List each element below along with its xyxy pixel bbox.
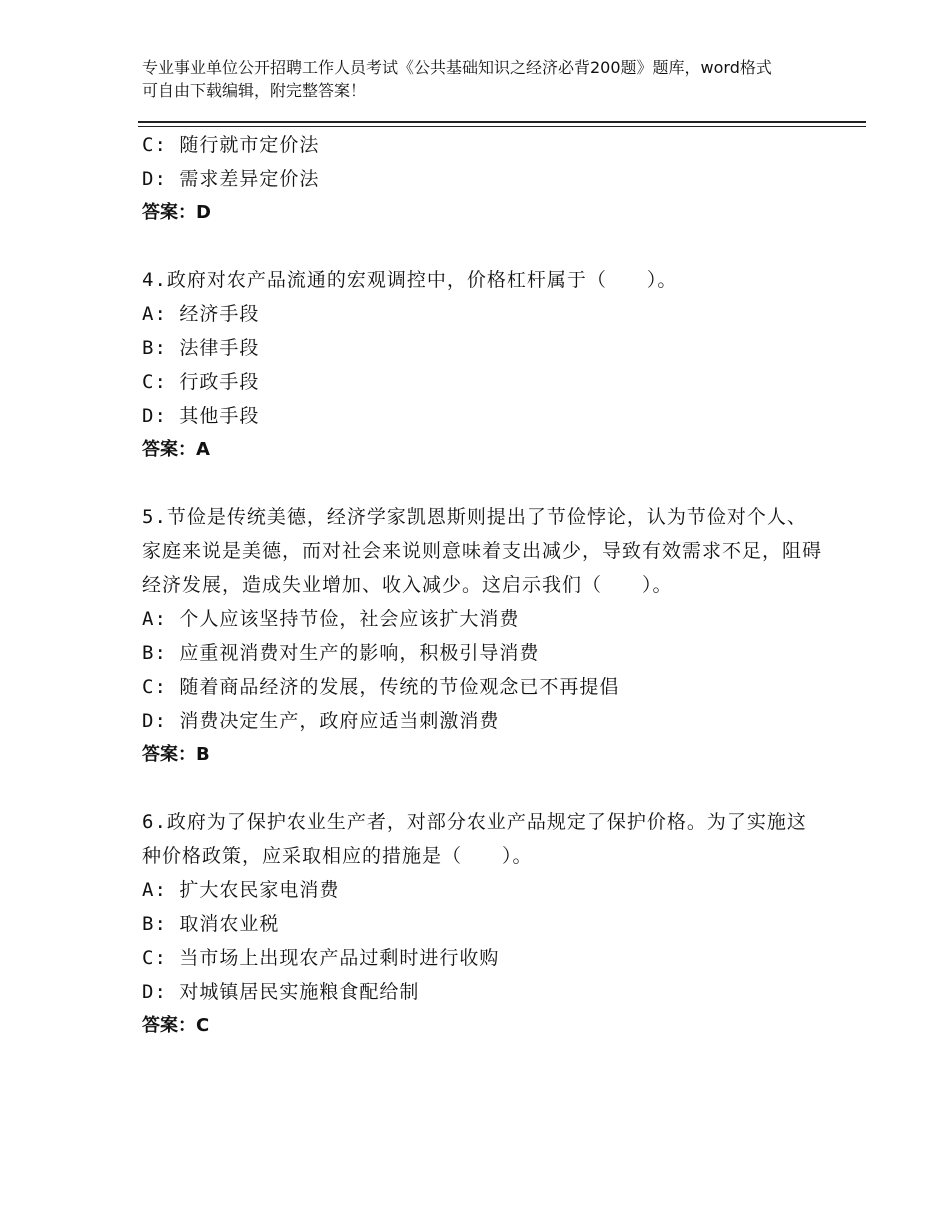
header-rule-thick <box>138 121 866 123</box>
answer-label: 答案：A <box>142 439 210 460</box>
question-stem: 6.政府为了保护农业生产者，对部分农业产品规定了保护价格。为了实施这种价格政策，应采取相应的措施是（ ）。 <box>142 811 807 867</box>
option-c: C: 随行就市定价法 <box>142 134 320 156</box>
option-b: B: 法律手段 <box>142 337 260 359</box>
option-a: A: 个人应该坚持节俭，社会应该扩大消费 <box>142 608 520 630</box>
option-d: D: 消费决定生产，政府应适当刺激消费 <box>142 710 500 732</box>
question-fragment <box>142 128 822 230</box>
option-a: A: 经济手段 <box>142 303 260 325</box>
option-d: D: 其他手段 <box>142 405 260 427</box>
option-d: D: 对城镇居民实施粮食配给制 <box>142 981 420 1003</box>
answer-label: 答案：C <box>142 1015 210 1036</box>
question-stem: 4.政府对农产品流通的宏观调控中，价格杠杆属于（ ）。 <box>142 269 678 291</box>
option-a: A: 扩大农民家电消费 <box>142 879 340 901</box>
answer-label: 答案：B <box>142 744 210 765</box>
header-title: 专业事业单位公开招聘工作人员考试《公共基础知识之经济必背200题》题库，word格式可自由下载编辑，附完整答案！ <box>142 58 772 100</box>
question-6 <box>142 805 822 1043</box>
question-content <box>142 128 822 1043</box>
header-rule-thin <box>138 126 866 127</box>
option-c: C: 行政手段 <box>142 371 260 393</box>
question-4 <box>142 263 822 467</box>
option-d: D: 需求差异定价法 <box>142 168 320 190</box>
option-c: C: 随着商品经济的发展，传统的节俭观念已不再提倡 <box>142 676 620 698</box>
question-5 <box>142 500 822 772</box>
option-b: B: 取消农业税 <box>142 913 280 935</box>
answer-label: 答案：D <box>142 202 211 223</box>
option-b: B: 应重视消费对生产的影响，积极引导消费 <box>142 642 540 664</box>
document-header <box>142 56 782 102</box>
question-stem: 5.节俭是传统美德，经济学家凯恩斯则提出了节俭悖论，认为节俭对个人、家庭来说是美德，而对社会来说则意味着支出减少，导致有效需求不足，阻碍经济发展，造成失业增加、收入减少。这启示我们（ ）。 <box>142 506 823 596</box>
option-c: C: 当市场上出现农产品过剩时进行收购 <box>142 947 500 969</box>
